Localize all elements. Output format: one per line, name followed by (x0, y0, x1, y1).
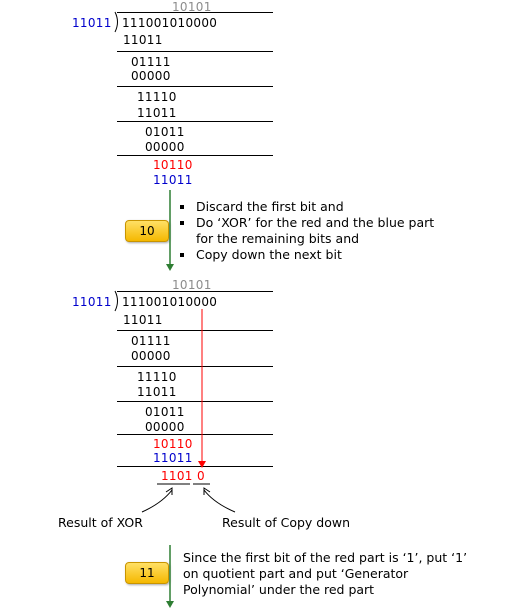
quotient: 10101 (172, 278, 212, 292)
step-10-arrow-icon (166, 264, 174, 271)
label-result-of-copy-down: Result of Copy down (222, 515, 351, 530)
row-2: 01111 (131, 334, 171, 348)
step-badge-11: 11 (125, 562, 169, 584)
copy-pointer-line (204, 490, 235, 512)
row-2: 01111 (131, 55, 171, 69)
row-6: 01011 (145, 405, 185, 419)
bullet-2: Do ‘XOR’ for the red and the blue part for the remaining bits and (178, 215, 438, 247)
row-3: 00000 (131, 349, 171, 363)
step-badge-10: 10 (125, 220, 169, 242)
label-result-of-xor: Result of XOR (58, 515, 143, 530)
division-bracket-bottom (115, 291, 118, 311)
xor-pointer-line (142, 490, 172, 512)
bullet-1: Discard the first bit and (178, 199, 438, 215)
divisor: 11011 (72, 16, 112, 30)
row-7: 00000 (145, 420, 185, 434)
row-5: 11011 (137, 106, 177, 120)
red-part: 10110 (153, 437, 193, 451)
row-1: 11011 (123, 313, 163, 327)
divisor: 11011 (72, 295, 112, 309)
dividend: 111001010000 (122, 295, 218, 309)
blue-part: 11011 (153, 451, 193, 465)
division-bracket-top (115, 12, 118, 32)
copy-down-arrow-icon (198, 461, 206, 468)
row-1: 11011 (123, 33, 163, 47)
dividend: 111001010000 (122, 16, 218, 30)
row-6: 01011 (145, 125, 185, 139)
blue-part: 11011 (153, 173, 193, 187)
step-11-instructions: Since the first bit of the red part is ‘1’, put ‘1’ on quotient part and put ‘Generator Polynomial’ under the red part (183, 550, 468, 597)
row-4: 11110 (137, 370, 177, 384)
row-4: 11110 (137, 90, 177, 104)
bullet-3: Copy down the next bit (178, 247, 438, 263)
row-7: 00000 (145, 140, 185, 154)
result-copy: 0 (197, 469, 205, 483)
row-3: 00000 (131, 69, 171, 83)
step-11-arrow-icon (166, 601, 174, 608)
quotient: 10101 (172, 0, 212, 14)
result-xor: 1101 (161, 469, 193, 483)
row-5: 11011 (137, 385, 177, 399)
red-part: 10110 (153, 158, 193, 172)
